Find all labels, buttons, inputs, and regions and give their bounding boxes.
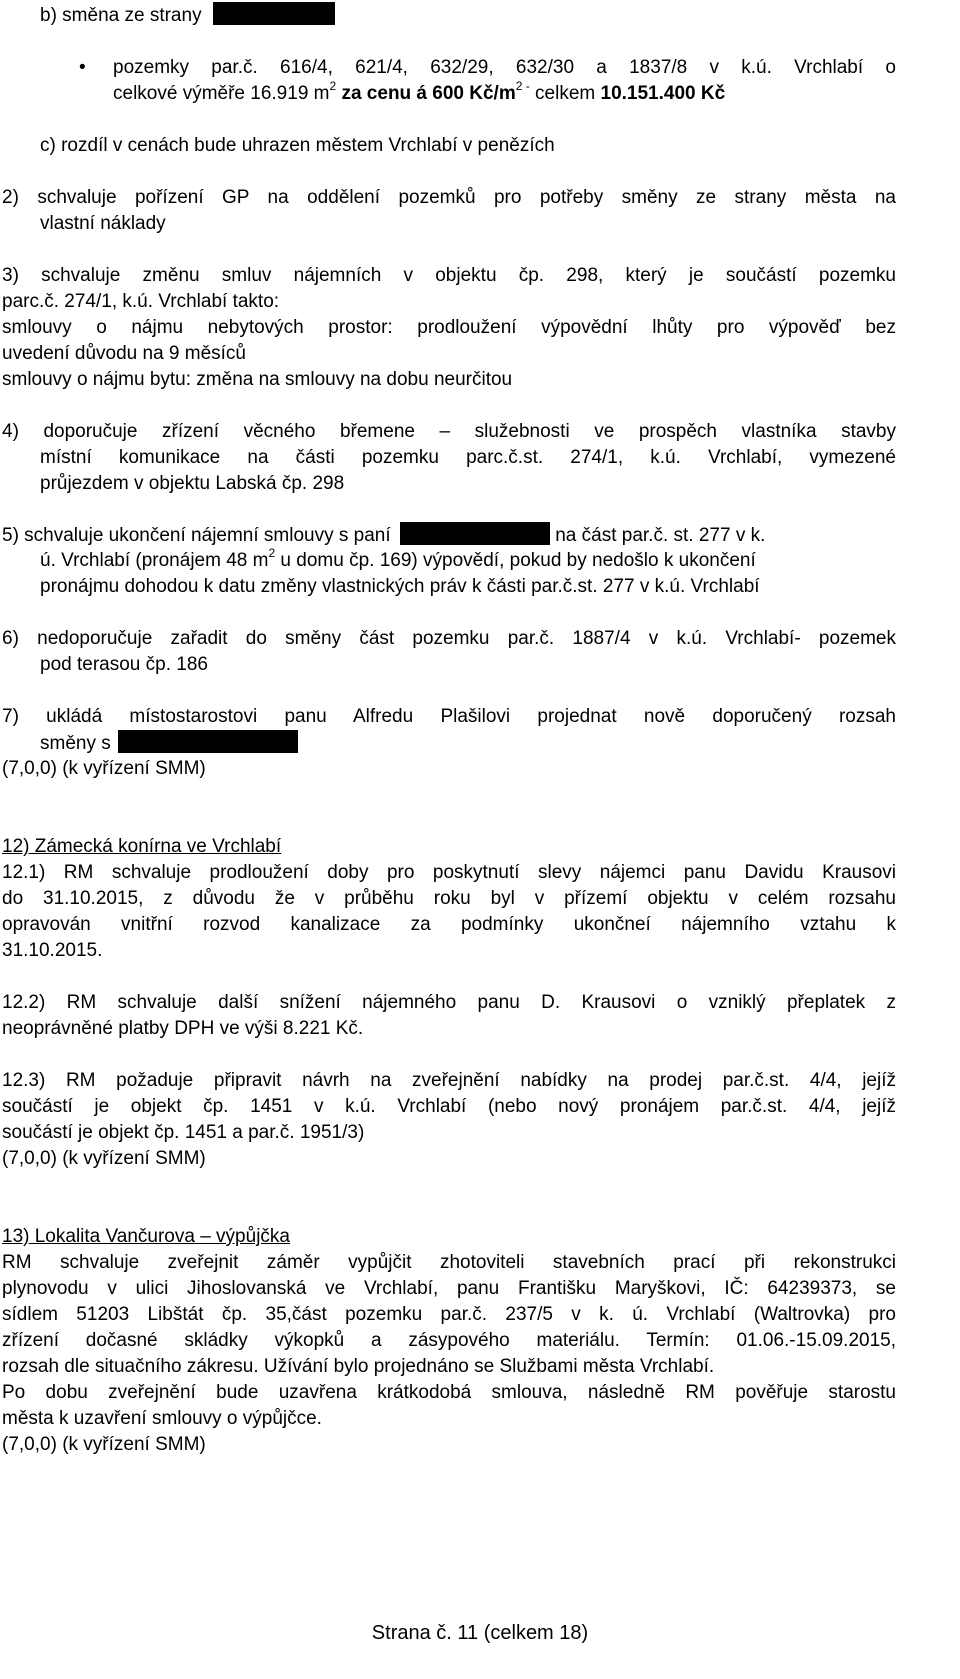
section-12-p2-line-2: neoprávněné platby DPH ve výši 8.221 Kč.	[2, 1018, 364, 1039]
item-7-text: směny s	[40, 733, 111, 754]
item-7-line-2	[40, 730, 298, 755]
section-b-heading-text: b) směna ze strany	[40, 5, 202, 26]
section-12-p2-line-1: 12.2) RM schvaluje další snížení nájemného panu D. Krausovi o vzniklý přeplatek z	[2, 992, 896, 1013]
area-text: celkové výměře 16.919 m	[113, 83, 330, 104]
bullet-line-1: pozemky par.č. 616/4, 621/4, 632/29, 632/30 a 1837/8 v k.ú. Vrchlabí o	[113, 57, 896, 78]
item-3-line-5: smlouvy o nájmu bytu: změna na smlouvy na dobu neurčitou	[2, 369, 513, 390]
section-13-heading: 13) Lokalita Vančurova – výpůjčka	[2, 1226, 290, 1247]
section-13-line-7: města k uzavření smlouvy o výpůjčce.	[2, 1408, 322, 1429]
item-4-line-3: průjezdem v objektu Labská čp. 298	[40, 473, 345, 494]
item-6-line-2: pod terasou čp. 186	[40, 654, 208, 675]
redacted-name	[400, 522, 550, 545]
section-12-p3-line-2: součástí je objekt čp. 1451 v k.ú. Vrchlabí (nebo nový pronájem par.č.st. 4/4, jejíž	[2, 1096, 896, 1117]
item-4-line-2: místní komunikace na části pozemku parc.č.st. 274/1, k.ú. Vrchlabí, vymezené	[40, 447, 896, 468]
sup-2: 2	[268, 545, 276, 560]
section-12-p1-line-4: 31.10.2015.	[2, 940, 103, 961]
item-5-line-2	[40, 545, 756, 573]
item-6-line-1: 6) nedoporučuje zařadit do směny část pozemku par.č. 1887/4 v k.ú. Vrchlabí- pozemek	[2, 628, 896, 649]
section-12-p3-line-3: součástí je objekt čp. 1451 a par.č. 1951/3)	[2, 1122, 365, 1143]
section-13-line-6: Po dobu zveřejnění bude uzavřena krátkodobá smlouva, následně RM pověřuje starostu	[2, 1382, 896, 1403]
sup-2-dash: 2 -	[515, 78, 530, 93]
vote-result: (7,0,0) (k vyřízení SMM)	[2, 1148, 206, 1169]
vote-result: (7,0,0) (k vyřízení SMM)	[2, 758, 206, 779]
item-5-line-3: pronájmu dohodou k datu změny vlastnických práv k části par.č.st. 277 v k.ú. Vrchlabí	[40, 576, 760, 597]
section-12-p1-line-1: 12.1) RM schvaluje prodloužení doby pro poskytnutí slevy nájemci panu Davidu Krausovi	[2, 862, 896, 883]
bullet-icon: •	[79, 57, 86, 78]
item-3-line-2: parc.č. 274/1, k.ú. Vrchlabí takto:	[2, 291, 280, 312]
redacted-name	[213, 2, 335, 25]
total-value: 10.151.400 Kč	[600, 83, 726, 104]
item-5-text-c: ú. Vrchlabí (pronájem 48 m	[40, 550, 269, 571]
item-5-text-a: 5) schvaluje ukončení nájemní smlouvy s paní	[2, 525, 391, 546]
item-5-text-d: u domu čp. 169) výpovědí, pokud by nedošlo k ukončení	[275, 550, 756, 571]
total-label: celkem	[529, 83, 601, 104]
item-3-line-3: smlouvy o nájmu nebytových prostor: prodloužení výpovědní lhůty pro výpověď bez	[2, 317, 896, 338]
item-7-line-1: 7) ukládá místostarostovi panu Alfredu Plašilovi projednat nově doporučený rozsah	[2, 706, 896, 727]
vote-result: (7,0,0) (k vyřízení SMM)	[2, 1434, 206, 1455]
section-12-p3-line-1: 12.3) RM požaduje připravit návrh na zveřejnění nabídky na prodej par.č.st. 4/4, jejíž	[2, 1070, 896, 1091]
section-13-line-4: zřízení dočasné skládky výkopků a zásypového materiálu. Termín: 01.06.-15.09.2015,	[2, 1330, 896, 1351]
page-footer: Strana č. 11 (celkem 18)	[371, 1622, 589, 1644]
section-12-p1-line-3: opravován vnitřní rozvod kanalizace za podmínky ukončneí nájemního vztahu k	[2, 914, 896, 935]
price-text: za cenu á 600 Kč/m	[336, 83, 516, 104]
item-3-line-1: 3) schvaluje změnu smluv nájemních v objektu čp. 298, který je součástí pozemku	[2, 265, 896, 286]
item-2-line-1: 2) schvaluje pořízení GP na oddělení pozemků pro potřeby směny ze strany města na	[2, 187, 896, 208]
redacted-name	[118, 730, 298, 753]
item-5-line-1	[2, 522, 765, 547]
section-13-line-5: rozsah dle situačního zákresu. Užívání bylo projednáno se Službami města Vrchlabí.	[2, 1356, 715, 1377]
bullet-line-2	[113, 78, 726, 106]
section-12-heading: 12) Zámecká konírna ve Vrchlabí	[2, 836, 282, 857]
item-3-line-4: uvedení důvodu na 9 měsíců	[2, 343, 247, 364]
item-c: c) rozdíl v cenách bude uhrazen městem Vrchlabí v penězích	[40, 135, 555, 156]
item-4-line-1: 4) doporučuje zřízení věcného břemene – služebnosti ve prospěch vlastníka stavby	[2, 421, 896, 442]
section-13-line-2: plynovodu v ulici Jihoslovanská ve Vrchlabí, panu Františku Maryškovi, IČ: 64239373, se	[2, 1278, 896, 1299]
item-2-line-2: vlastní náklady	[40, 213, 166, 234]
section-13-line-3: sídlem 51203 Libštát čp. 35,část pozemku par.č. 237/5 v k. ú. Vrchlabí (Waltrovka) pro	[2, 1304, 896, 1325]
item-5-text-b: na část par.č. st. 277 v k.	[549, 525, 766, 546]
sup-2: 2	[329, 78, 337, 93]
section-12-p1-line-2: do 31.10.2015, z důvodu že v průběhu roku byl v přízemí objektu v celém rozsahu	[2, 888, 896, 909]
section-13-line-1: RM schvaluje zveřejnit záměr vypůjčit zhotoviteli stavebních prací při rekonstrukci	[2, 1252, 896, 1273]
section-b-heading	[40, 2, 335, 27]
